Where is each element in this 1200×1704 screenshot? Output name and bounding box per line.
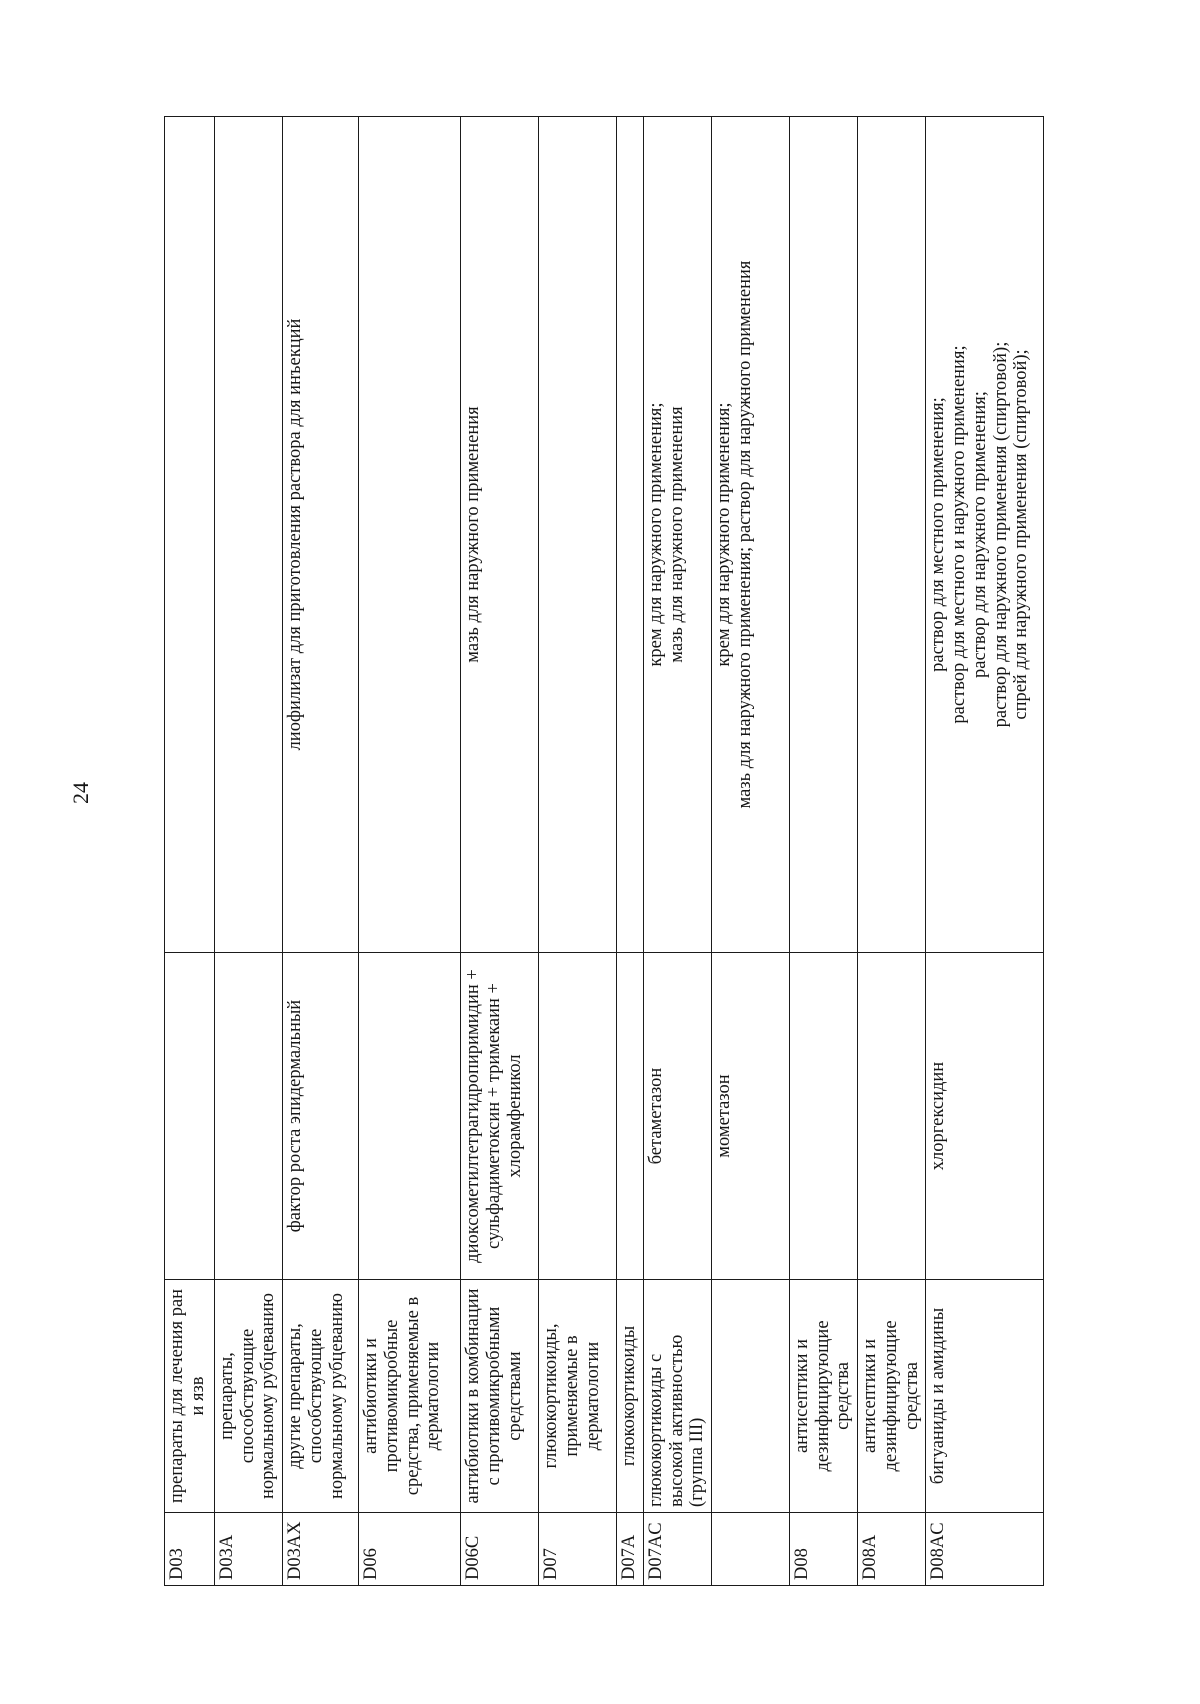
atc-code-cell: D08AC xyxy=(926,1513,1044,1586)
table-row-d03ax xyxy=(283,117,359,1586)
atc-code-cell: D06C xyxy=(461,1513,539,1586)
atc-code-cell: D03A xyxy=(215,1513,283,1586)
table-row-d03a xyxy=(215,117,283,1586)
table-row-d07 xyxy=(539,117,617,1586)
pharmacological-group-cell: препараты для лечения ран и язв xyxy=(165,1280,215,1513)
dosage-form-line: лиофилизат для приготовления раствора для инъекций xyxy=(285,318,306,751)
atc-code-cell: D06 xyxy=(359,1513,461,1586)
table-row-d08ac xyxy=(926,117,1044,1586)
inn-cell: бетаметазон xyxy=(643,953,711,1280)
inn-cell xyxy=(215,953,283,1280)
table-row-d08 xyxy=(790,117,858,1586)
table-row-d07a xyxy=(617,117,644,1586)
pharmacological-group-cell: другие препараты, способствующие нормальному рубцеванию xyxy=(283,1280,359,1513)
dosage-form-cell xyxy=(858,117,926,953)
dosage-form-cell xyxy=(215,117,283,953)
dosage-form-line: раствор для местного применения; xyxy=(928,397,949,672)
inn-cell xyxy=(539,953,617,1280)
atc-code-cell: D07A xyxy=(617,1513,644,1586)
dosage-form-cell xyxy=(643,117,711,953)
pharmacological-group-cell: глюкокортикоиды xyxy=(617,1280,644,1513)
dosage-form-line: раствор для местного и наружного применения; xyxy=(949,345,970,724)
dosage-form-line: крем для наружного применения; xyxy=(714,402,735,667)
pharmacological-group-cell: антибиотики и противомикробные средства, применяемые в дерматологии xyxy=(359,1280,461,1513)
atc-code-cell: D08 xyxy=(790,1513,858,1586)
atc-code-cell: D07 xyxy=(539,1513,617,1586)
dosage-form-line: спрей для наружного применения (спиртовой); xyxy=(1011,349,1032,720)
inn-cell xyxy=(165,953,215,1280)
inn-cell xyxy=(858,953,926,1280)
inn-cell xyxy=(359,953,461,1280)
inn-cell: хлоргексидин xyxy=(926,953,1044,1280)
page-number: 24 xyxy=(68,782,93,804)
atc-code-cell: D03 xyxy=(165,1513,215,1586)
pharmacological-group-cell: антибиотики в комбинации с противомикробными средствами xyxy=(461,1280,539,1513)
inn-cell: мометазон xyxy=(712,953,790,1280)
table-row-d08a xyxy=(858,117,926,1586)
pharmacological-group-cell: препараты, способствующие нормальному рубцеванию xyxy=(215,1280,283,1513)
dosage-form-cell xyxy=(461,117,539,953)
dosage-form-cell xyxy=(712,117,790,953)
dosage-form-line: крем для наружного применения; xyxy=(645,402,666,667)
dosage-form-cell xyxy=(790,117,858,953)
pharmacological-group-cell: антисептики и дезинфицирующие средства xyxy=(858,1280,926,1513)
pharmacological-group-cell: глюкокортикоиды с высокой активностью (группа III) xyxy=(643,1280,711,1513)
dosage-form-line: раствор для наружного применения; xyxy=(969,391,990,678)
table-row-d06c xyxy=(461,117,539,1586)
pharmacological-group-cell: антисептики и дезинфицирующие средства xyxy=(790,1280,858,1513)
table-row-d06 xyxy=(359,117,461,1586)
table-row-d07ac xyxy=(643,117,711,1586)
dosage-form-line: раствор для наружного применения (спиртовой); xyxy=(990,341,1011,728)
table-row-d03 xyxy=(165,117,215,1586)
dosage-form-line: мазь для наружного применения; раствор для наружного применения xyxy=(734,260,755,809)
inn-cell: фактор роста эпидермальный xyxy=(283,953,359,1280)
atc-code-cell: D03AX xyxy=(283,1513,359,1586)
inn-cell: диоксометилтетрагидропиримидин + сульфадиметоксин + тримекаин + хлорамфеникол xyxy=(461,953,539,1280)
dosage-form-cell xyxy=(359,117,461,953)
table-row-mometasone xyxy=(712,117,790,1586)
pharmacological-group-cell: глюкокортикоиды, применяемые в дерматологии xyxy=(539,1280,617,1513)
atc-code-cell: D07AC xyxy=(643,1513,711,1586)
atc-code-cell xyxy=(712,1513,790,1586)
dosage-form-line: мазь для наружного применения xyxy=(666,406,687,663)
dosage-form-line: мазь для наружного применения xyxy=(463,406,484,663)
dosage-form-cell xyxy=(926,117,1044,953)
dosage-form-cell xyxy=(617,117,644,953)
pharmacological-group-cell xyxy=(712,1280,790,1513)
dosage-form-cell xyxy=(283,117,359,953)
pharmacological-group-cell: бигуаниды и амидины xyxy=(926,1280,1044,1513)
dosage-form-cell xyxy=(165,117,215,953)
inn-cell xyxy=(790,953,858,1280)
atc-code-cell: D08A xyxy=(858,1513,926,1586)
dosage-form-cell xyxy=(539,117,617,953)
inn-cell xyxy=(617,953,644,1280)
drug-classification-table xyxy=(164,116,1044,1586)
